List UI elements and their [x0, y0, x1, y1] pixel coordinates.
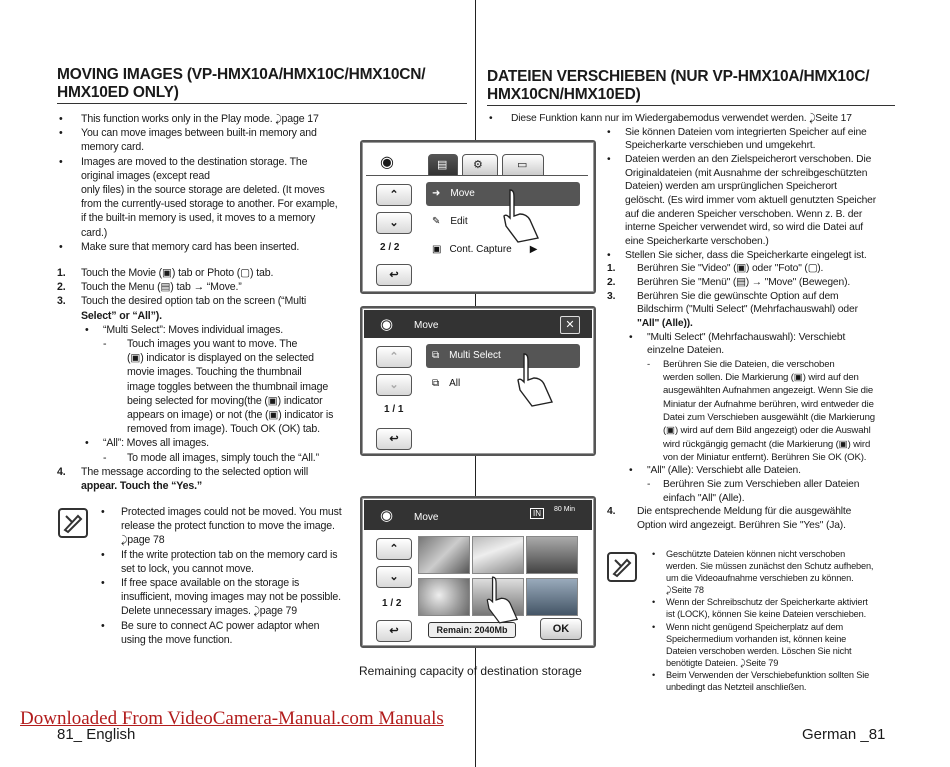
left-body: • This function works only in the Play mode. ⤸page 17 • You can move images between built-in memory and memory card. • Images are moved to the destination storage. The original images (except read only files) in the source storage are deleted. (It moves from the currently-used storage to another. For example, if the built-in memory is used, it moves to a memory card.) • Make sure that memory card has been inserted. 1. Touch the Movie (▣) tab or Photo (▢) tab. 2. Touch the Menu (▤) tab → “Move.” 3. Touch the desired option tab on the screen (“Multi Select” or “All”). • “Multi Select”: Moves individual images. - Touch images you want to move. The (▣) indicator is displayed on the selected movie images. Touching the thumbnail image toggles between the thumbnail image being selected for moving(the (▣) indicator appears on image) or not (the (▣) indicator is removed from image). Touch OK (OK) tab. • “All”: Moves all images. - To mode all images, simply touch the “All.” 4. The message according to the selected option will appear. Touch the “Yes.”: [57, 112, 357, 493]
down-button[interactable]: ⌄: [376, 374, 412, 396]
right-page-number: German _81: [802, 726, 886, 743]
back-button[interactable]: ↩: [376, 620, 412, 642]
option-multi-select[interactable]: ⧉ Multi Select: [426, 344, 580, 368]
display-tab[interactable]: ▭: [502, 154, 544, 176]
note-icon: [607, 552, 637, 582]
capture-icon: ▣: [432, 244, 442, 255]
screen-title: Move: [414, 512, 439, 523]
thumbnail[interactable]: [472, 536, 524, 574]
ok-button[interactable]: OK: [540, 618, 582, 640]
left-page-number: 81_ English: [57, 726, 136, 743]
movie-mode-icon: ◉: [380, 316, 394, 333]
watermark-link[interactable]: Downloaded From VideoCamera-Manual.com Manuals: [20, 708, 444, 729]
back-button[interactable]: ↩: [376, 264, 412, 286]
up-button[interactable]: ⌃: [376, 538, 412, 560]
page-indicator: 1 / 2: [382, 598, 402, 609]
right-title: DATEIEN VERSCHIEBEN (NUR VP-HMX10A/HMX10C/ HMX10CN/HMX10ED): [487, 68, 895, 106]
page-indicator: 2 / 2: [380, 242, 400, 253]
back-button[interactable]: ↩: [376, 428, 412, 450]
all-icon: ⧉: [432, 378, 440, 389]
step-4: 4. The message according to the selected option will: [57, 465, 309, 478]
movie-mode-icon: ◉: [380, 507, 394, 524]
thumbnail[interactable]: [418, 578, 470, 616]
down-button[interactable]: ⌄: [376, 212, 412, 234]
hand-pointer-icon: [482, 572, 526, 628]
menu-option-edit[interactable]: ✎ Edit: [432, 216, 468, 227]
close-button[interactable]: ✕: [560, 316, 580, 334]
screen-caption: Remaining capacity of destination storage: [359, 664, 582, 678]
page-indicator: 1 / 1: [384, 404, 404, 415]
movie-mode-icon: ◉: [380, 154, 394, 171]
thumbnail[interactable]: [526, 578, 578, 616]
up-button[interactable]: ⌃: [376, 184, 412, 206]
left-notes: • Protected images could not be moved. You must release the protect function to move the image. ⤸page 78 • If the write protection tab on the memory card is set to lock, you cannot move. • If free space available on the storage is insufficient, moving images may not be possible. Delete unnecessary images. ⤸page 79 • Be sure to connect AC power adaptor when using the move function.: [57, 505, 357, 647]
thumbnail[interactable]: [418, 536, 470, 574]
edit-icon: ✎: [432, 216, 441, 227]
storage-icon: IN: [530, 508, 544, 519]
right-body: • Diese Funktion kann nur im Wiedergabemodus verwendet werden. ⤸Seite 17 • Sie können Dateien vom integrierten Speicher auf eine Speicherkarte verschieben und umgekehrt. • Dateien werden an den Zielspeicherort verschoben. Die Originaldateien (mit Ausnahme der schreibgeschützten Dateien) werden am ursprünglichen Speicherort gelöscht. (Es wird immer vom aktuell genutzten Speicher auf die anderen Speicher verschoben. Wenn z. B. der interne Speicher verwendet wird, so wird die Datei auf eine Speicherkarte verschoben.) • Stellen Sie sicher, dass die Speicherkarte eingelegt ist. 1. Berühren Sie "Video" (▣) oder "Foto" (▢). 2. Berühren Sie "Menü" (▤) → "Move" (Bewegen). 3. Berühren Sie die gewünschte Option auf dem Bildschirm ("Multi Select" (Mehrfachauswahl) oder "All" (Alle)). • "Multi Select" (Mehrfachauswahl): Verschiebt einzelne Dateien. - Berühren Sie die Dateien, die verschoben werden sollen. Die Markierung (▣) wird auf den ausgewählten Aufnahmen angezeigt. Wenn Sie die Miniatur der Aufnahme berühren, wird entweder die Datei zum Verschieben ausgewählt (die Markierung (▣) wird auf dem Bild angezeigt) oder die Auswahl wird rückgängig gemacht (die Markierung (▣) wird von der Miniatur entfernt). Berühren Sie OK (OK). • "All" (Alle): Verschiebt alle Dateien. - Berühren Sie zum Verschieben aller Dateien einfach "All" (Alle). 4. Die entsprechende Meldung für die ausgewählte Option wird angezeigt. Berühren Sie "Yes" (Ja).: [487, 112, 899, 532]
settings-tab[interactable]: ⚙: [462, 154, 498, 176]
left-title: MOVING IMAGES (VP-HMX10A/HMX10C/HMX10CN/ HMX10ED ONLY): [57, 66, 467, 104]
menu-option-move[interactable]: ➜ Move: [426, 182, 580, 206]
menu-tab[interactable]: ▤: [428, 154, 458, 176]
menu-option-cont-capture[interactable]: ▣ Cont. Capture ▶: [432, 244, 538, 255]
multi-select-icon: ⧉: [432, 350, 440, 361]
screen-title: Move: [414, 320, 439, 331]
move-icon: ➜: [432, 188, 441, 199]
up-button[interactable]: ⌃: [376, 346, 412, 368]
step-2: 2. Touch the Menu (▤) tab → “Move.”: [57, 281, 242, 294]
down-button[interactable]: ⌄: [376, 566, 412, 588]
option-all[interactable]: ⧉ All: [432, 378, 461, 389]
remaining-capacity: Remain: 2040Mb: [428, 622, 516, 638]
battery-time: 80 Min: [554, 506, 576, 513]
step-3: 3. Touch the desired option tab on the screen (“Multi: [57, 295, 307, 308]
step-1: 1. Touch the Movie (▣) tab or Photo (▢) tab.: [57, 267, 274, 280]
right-notes: • Geschützte Dateien können nicht verschoben werden. Sie müssen zunächst den Schutz aufheben, um die Videoaufnahme verschieben zu können. ⤸Seite 78 • Wenn der Schreibschutz der Speicherkarte aktiviert ist (LOCK), können Sie keine Dateien verschieben. • Wenn nicht genügend Speicherplatz auf dem Speichermedium vorhanden ist, können keine Dateien verschoben werden. Löschen Sie nicht benötigte Dateien. ⤸Seite 79 • Beim Verwenden der Verschiebefunktion sollten Sie unbedingt das Netzteil anschließen.: [652, 549, 874, 693]
thumbnail[interactable]: [526, 536, 578, 574]
